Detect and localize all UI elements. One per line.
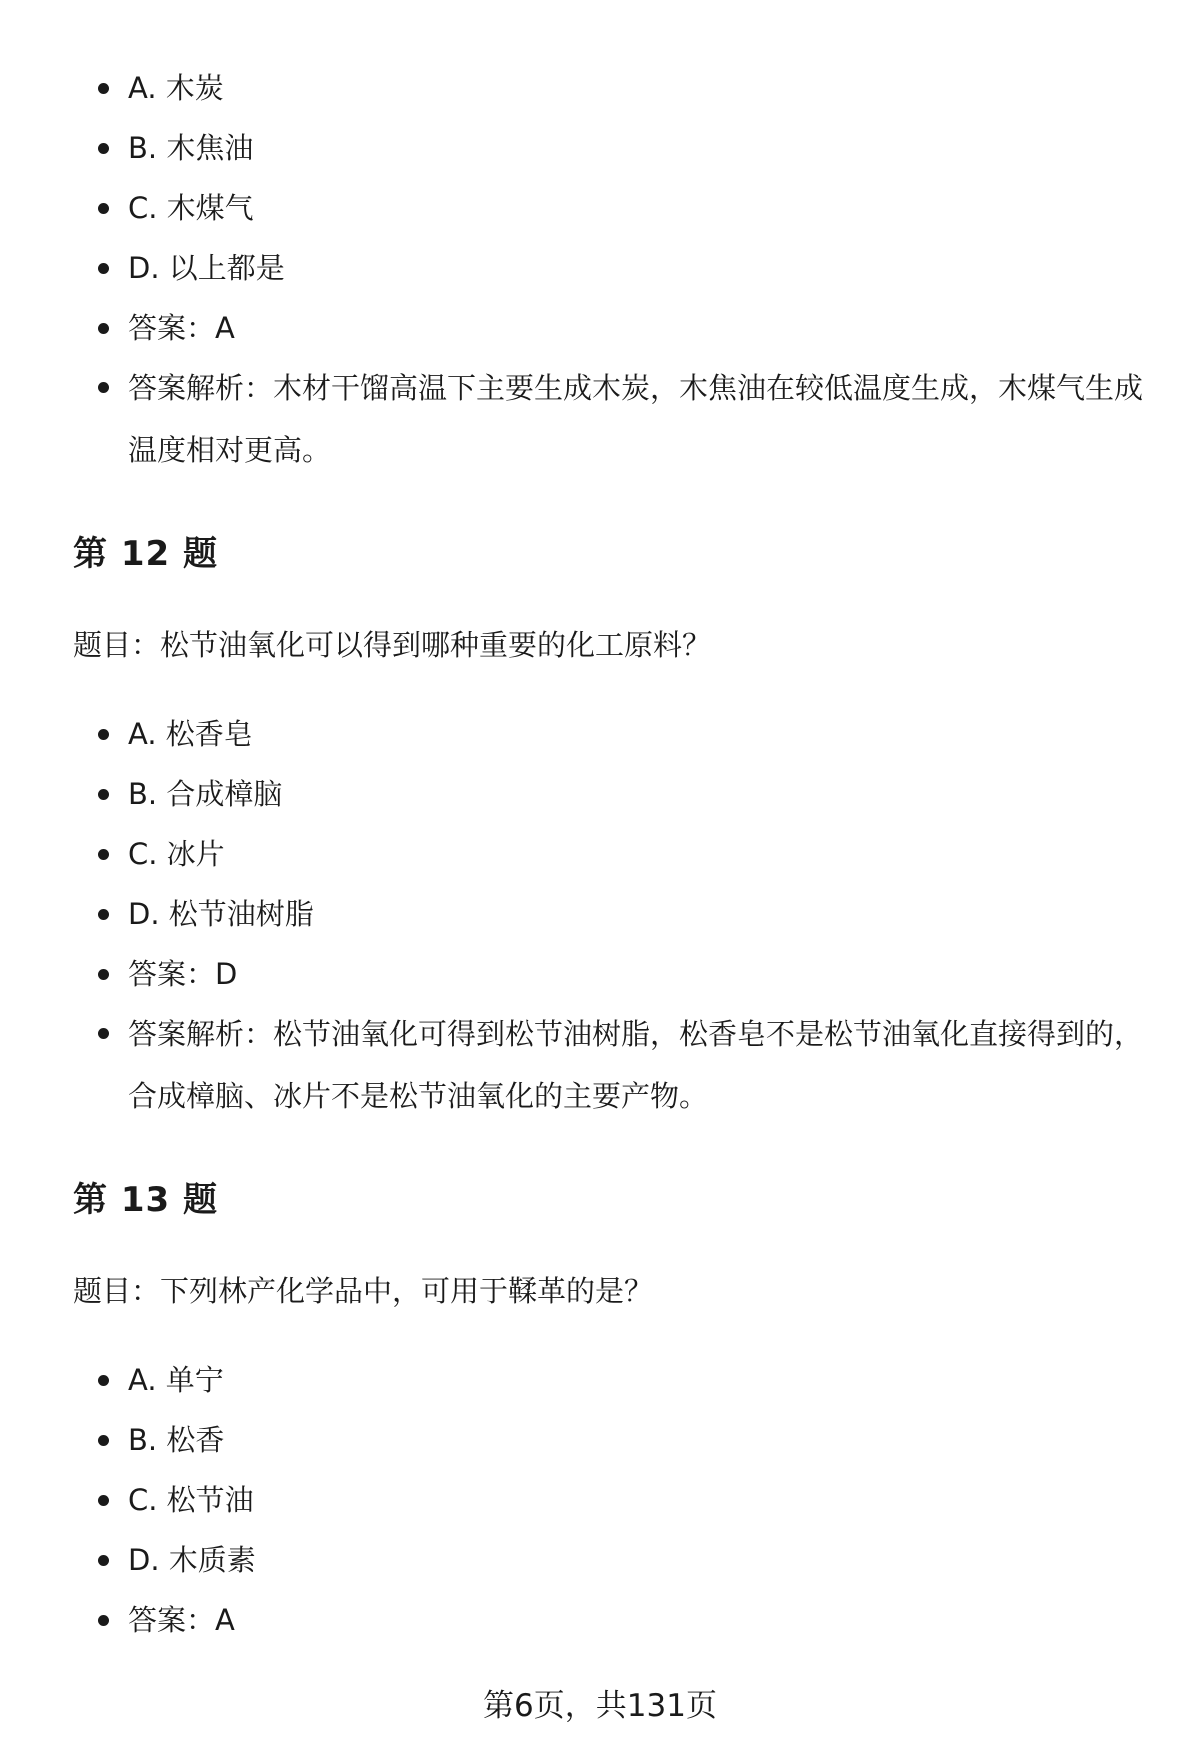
list-item: D. 以上都是 xyxy=(90,238,1150,298)
list-item: C. 木煤气 xyxy=(90,178,1150,238)
list-item: A. 木炭 xyxy=(90,58,1150,118)
bullet-icon xyxy=(98,1615,109,1626)
list-item: D. 木质素 xyxy=(90,1530,1150,1590)
q12-options-list xyxy=(90,704,1150,1127)
bullet-icon xyxy=(98,909,109,920)
bullet-icon xyxy=(98,323,109,334)
bullet-icon xyxy=(98,1435,109,1446)
q11-options-list xyxy=(90,58,1150,481)
bullet-icon xyxy=(98,789,109,800)
explanation-item: 答案解析：松节油氧化可得到松节油树脂，松香皂不是松节油氧化直接得到的，合成樟脑、冰片不是松节油氧化的主要产物。 xyxy=(90,1003,1150,1127)
bullet-icon xyxy=(98,729,109,740)
bullet-icon xyxy=(98,849,109,860)
bullet-icon xyxy=(98,1028,109,1039)
bullet-icon xyxy=(98,382,109,393)
answer-item: 答案：D xyxy=(90,944,1150,1004)
q13-title: 第 13 题 xyxy=(73,1180,218,1220)
list-item: C. 冰片 xyxy=(90,824,1150,884)
bullet-icon xyxy=(98,143,109,154)
bullet-icon xyxy=(98,969,109,980)
list-item: B. 松香 xyxy=(90,1410,1150,1470)
q12-title: 第 12 题 xyxy=(73,534,218,574)
bullet-icon xyxy=(98,263,109,274)
bullet-icon xyxy=(98,203,109,214)
page-number-footer: 第6页，共131页 xyxy=(483,1688,717,1724)
list-item: D. 松节油树脂 xyxy=(90,884,1150,944)
list-item: B. 木焦油 xyxy=(90,118,1150,178)
answer-item: 答案：A xyxy=(90,298,1150,358)
bullet-icon xyxy=(98,1495,109,1506)
answer-item: 答案：A xyxy=(90,1590,1150,1650)
list-item: A. 松香皂 xyxy=(90,704,1150,764)
bullet-icon xyxy=(98,83,109,94)
bullet-icon xyxy=(98,1555,109,1566)
q13-stem: 题目：下列林产化学品中，可用于鞣革的是？ xyxy=(73,1274,654,1308)
list-item: A. 单宁 xyxy=(90,1350,1150,1410)
list-item: B. 合成樟脑 xyxy=(90,764,1150,824)
bullet-icon xyxy=(98,1375,109,1386)
q12-stem: 题目：松节油氧化可以得到哪种重要的化工原料？ xyxy=(73,628,712,662)
q13-options-list xyxy=(90,1350,1150,1650)
explanation-item: 答案解析：木材干馏高温下主要生成木炭，木焦油在较低温度生成，木煤气生成温度相对更高。 xyxy=(90,357,1150,481)
list-item: C. 松节油 xyxy=(90,1470,1150,1530)
